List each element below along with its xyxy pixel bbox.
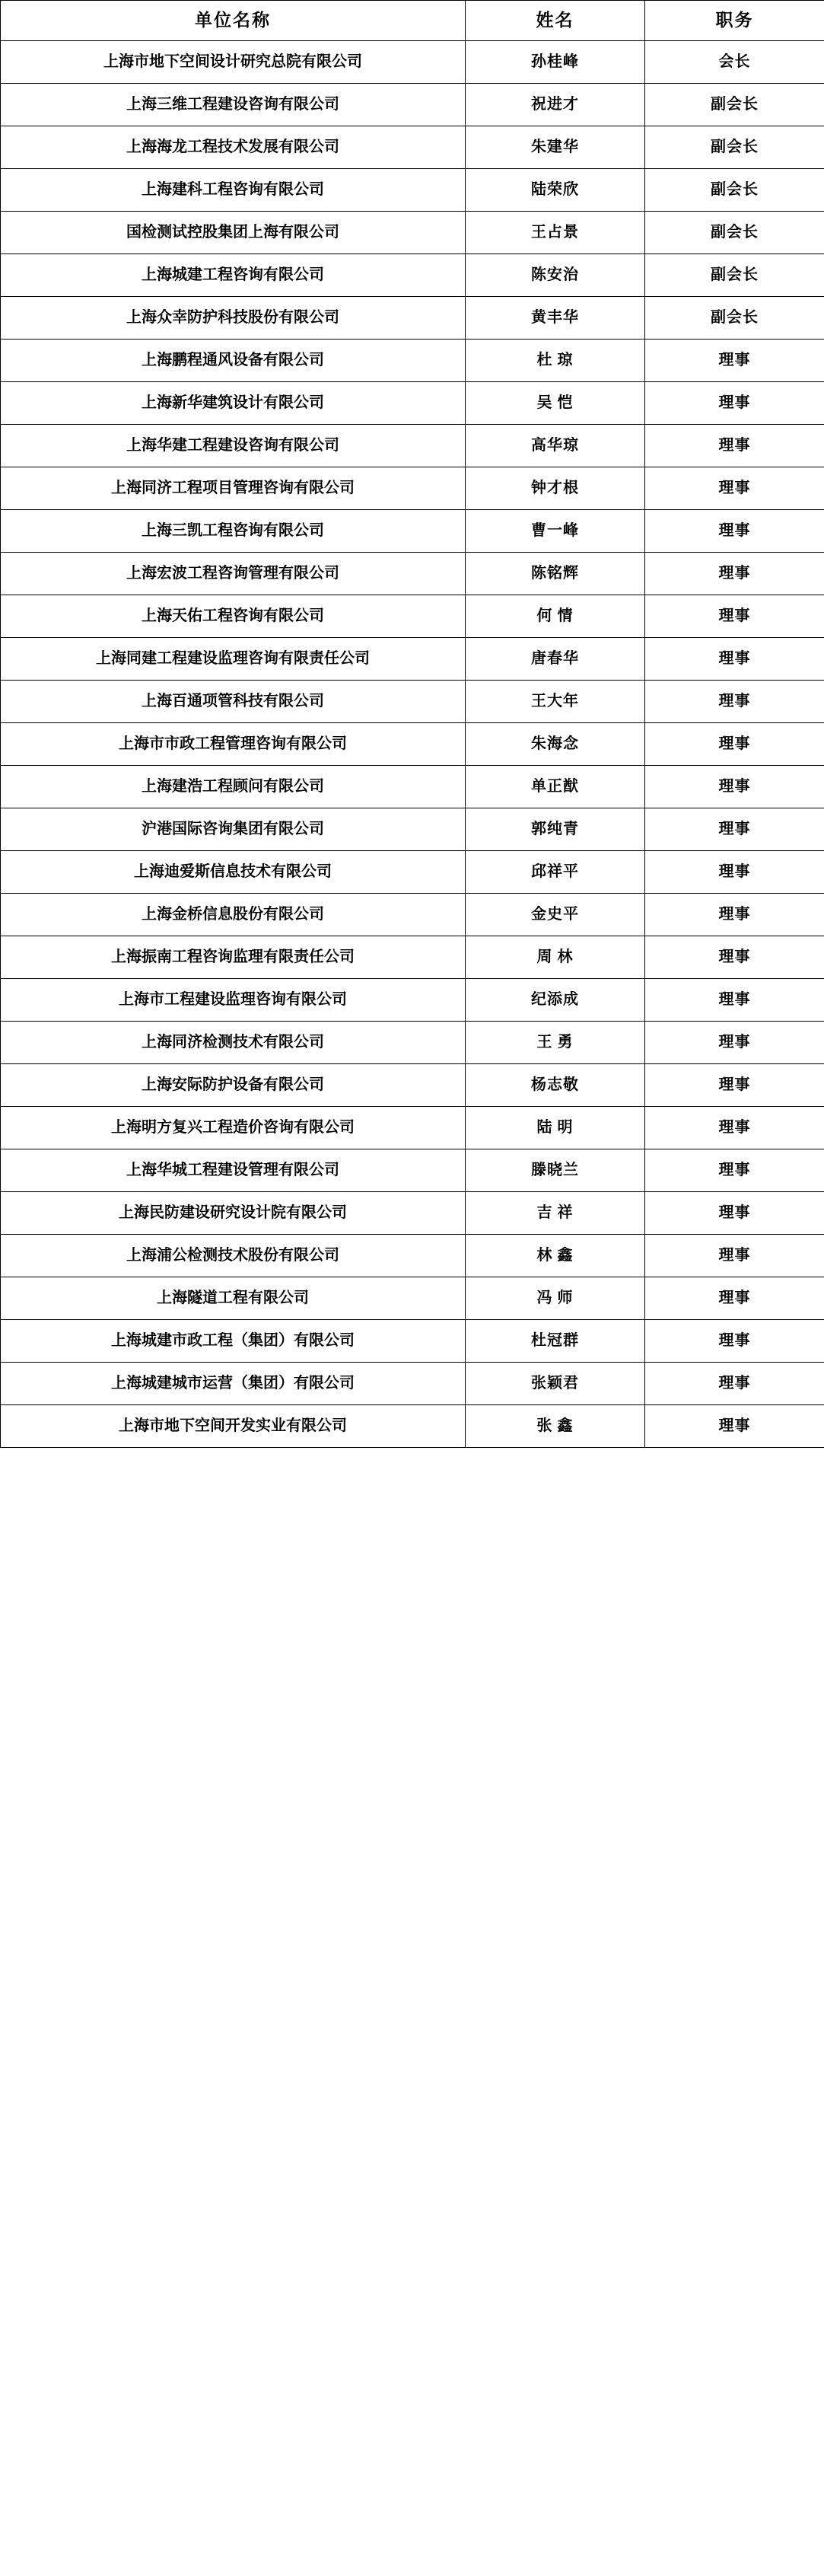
cell-unit-name: 上海城建市政工程（集团）有限公司 [1, 1320, 466, 1363]
table-row [1, 595, 824, 638]
cell-person-name: 冯 师 [466, 1277, 645, 1320]
cell-unit-name: 上海市市政工程管理咨询有限公司 [1, 723, 466, 766]
table-row [1, 212, 824, 254]
cell-role: 理事 [645, 1277, 824, 1320]
table-row [1, 1192, 824, 1235]
column-header-role: 职务 [645, 1, 824, 41]
cell-role: 理事 [645, 723, 824, 766]
cell-unit-name: 上海市工程建设监理咨询有限公司 [1, 979, 466, 1022]
table-row [1, 936, 824, 979]
cell-unit-name: 上海同济检测技术有限公司 [1, 1022, 466, 1064]
cell-person-name: 林 鑫 [466, 1235, 645, 1277]
cell-person-name: 王 勇 [466, 1022, 645, 1064]
cell-person-name: 郭纯青 [466, 808, 645, 851]
table-row [1, 1405, 824, 1448]
table-row [1, 638, 824, 681]
cell-role: 理事 [645, 808, 824, 851]
table-row [1, 1235, 824, 1277]
cell-role: 副会长 [645, 84, 824, 126]
cell-role: 理事 [645, 894, 824, 936]
table-row [1, 1363, 824, 1405]
cell-unit-name: 上海新华建筑设计有限公司 [1, 382, 466, 425]
cell-unit-name: 上海百通项管科技有限公司 [1, 681, 466, 723]
table-row [1, 979, 824, 1022]
cell-unit-name: 上海城建工程咨询有限公司 [1, 254, 466, 297]
cell-person-name: 祝进才 [466, 84, 645, 126]
cell-person-name: 张颖君 [466, 1363, 645, 1405]
cell-person-name: 朱海念 [466, 723, 645, 766]
cell-person-name: 杜 琼 [466, 340, 645, 382]
table-row [1, 297, 824, 340]
cell-role: 理事 [645, 340, 824, 382]
cell-person-name: 滕晓兰 [466, 1149, 645, 1192]
cell-unit-name: 上海建浩工程顾问有限公司 [1, 766, 466, 808]
cell-role: 理事 [645, 766, 824, 808]
cell-role: 理事 [645, 1363, 824, 1405]
table-row [1, 1022, 824, 1064]
table-body [1, 41, 824, 1448]
table-row [1, 340, 824, 382]
cell-unit-name: 上海建科工程咨询有限公司 [1, 169, 466, 212]
cell-unit-name: 上海三凯工程咨询有限公司 [1, 510, 466, 553]
table-row [1, 84, 824, 126]
cell-role: 理事 [645, 1022, 824, 1064]
cell-person-name: 钟才根 [466, 467, 645, 510]
cell-person-name: 杜冠群 [466, 1320, 645, 1363]
table-row [1, 1320, 824, 1363]
cell-unit-name: 上海民防建设研究设计院有限公司 [1, 1192, 466, 1235]
cell-person-name: 曹一峰 [466, 510, 645, 553]
cell-role: 副会长 [645, 297, 824, 340]
cell-unit-name: 上海金桥信息股份有限公司 [1, 894, 466, 936]
cell-unit-name: 沪港国际咨询集团有限公司 [1, 808, 466, 851]
cell-role: 理事 [645, 467, 824, 510]
cell-role: 副会长 [645, 169, 824, 212]
table-row [1, 723, 824, 766]
cell-person-name: 陈铭辉 [466, 553, 645, 595]
cell-role: 理事 [645, 681, 824, 723]
cell-unit-name: 上海迪爱斯信息技术有限公司 [1, 851, 466, 894]
cell-unit-name: 上海宏波工程咨询管理有限公司 [1, 553, 466, 595]
table-row [1, 894, 824, 936]
cell-unit-name: 上海城建城市运营（集团）有限公司 [1, 1363, 466, 1405]
table-row [1, 41, 824, 84]
cell-unit-name: 上海浦公检测技术股份有限公司 [1, 1235, 466, 1277]
cell-person-name: 王大年 [466, 681, 645, 723]
cell-role: 理事 [645, 1405, 824, 1448]
cell-unit-name: 上海同建工程建设监理咨询有限责任公司 [1, 638, 466, 681]
cell-role: 副会长 [645, 212, 824, 254]
cell-unit-name: 上海市地下空间设计研究总院有限公司 [1, 41, 466, 84]
table-row [1, 510, 824, 553]
cell-person-name: 吉 祥 [466, 1192, 645, 1235]
cell-unit-name: 上海众幸防护科技股份有限公司 [1, 297, 466, 340]
cell-person-name: 王占景 [466, 212, 645, 254]
table-header [1, 1, 824, 41]
table-row [1, 126, 824, 169]
table-row [1, 1149, 824, 1192]
cell-role: 理事 [645, 1235, 824, 1277]
cell-person-name: 陆荣欣 [466, 169, 645, 212]
table-row [1, 1107, 824, 1149]
cell-person-name: 周 林 [466, 936, 645, 979]
cell-role: 理事 [645, 510, 824, 553]
cell-role: 副会长 [645, 126, 824, 169]
cell-role: 理事 [645, 553, 824, 595]
cell-role: 理事 [645, 851, 824, 894]
cell-person-name: 吴 恺 [466, 382, 645, 425]
cell-person-name: 高华琼 [466, 425, 645, 467]
table-row [1, 808, 824, 851]
cell-role: 理事 [645, 979, 824, 1022]
column-header-unit: 单位名称 [1, 1, 466, 41]
cell-role: 理事 [645, 1107, 824, 1149]
cell-role: 理事 [645, 1192, 824, 1235]
cell-person-name: 杨志敬 [466, 1064, 645, 1107]
cell-unit-name: 国检测试控股集团上海有限公司 [1, 212, 466, 254]
cell-person-name: 唐春华 [466, 638, 645, 681]
table-row [1, 766, 824, 808]
table-row [1, 254, 824, 297]
table-row [1, 467, 824, 510]
cell-role: 理事 [645, 595, 824, 638]
cell-person-name: 何 情 [466, 595, 645, 638]
cell-person-name: 张 鑫 [466, 1405, 645, 1448]
header-row [1, 1, 824, 41]
cell-role: 理事 [645, 1149, 824, 1192]
cell-unit-name: 上海市地下空间开发实业有限公司 [1, 1405, 466, 1448]
table-row [1, 851, 824, 894]
cell-unit-name: 上海安际防护设备有限公司 [1, 1064, 466, 1107]
table-row [1, 382, 824, 425]
cell-person-name: 纪添成 [466, 979, 645, 1022]
cell-unit-name: 上海隧道工程有限公司 [1, 1277, 466, 1320]
cell-person-name: 单正猷 [466, 766, 645, 808]
table-row [1, 1277, 824, 1320]
cell-person-name: 陆 明 [466, 1107, 645, 1149]
cell-role: 理事 [645, 1064, 824, 1107]
cell-unit-name: 上海同济工程项目管理咨询有限公司 [1, 467, 466, 510]
cell-person-name: 陈安治 [466, 254, 645, 297]
table-row [1, 553, 824, 595]
cell-role: 副会长 [645, 254, 824, 297]
table-row [1, 169, 824, 212]
column-header-name: 姓名 [466, 1, 645, 41]
cell-person-name: 朱建华 [466, 126, 645, 169]
cell-role: 理事 [645, 1320, 824, 1363]
cell-person-name: 孙桂峰 [466, 41, 645, 84]
cell-role: 理事 [645, 382, 824, 425]
cell-role: 理事 [645, 425, 824, 467]
cell-unit-name: 上海华建工程建设咨询有限公司 [1, 425, 466, 467]
table-row [1, 681, 824, 723]
cell-unit-name: 上海明方复兴工程造价咨询有限公司 [1, 1107, 466, 1149]
cell-unit-name: 上海天佑工程咨询有限公司 [1, 595, 466, 638]
cell-person-name: 邱祥平 [466, 851, 645, 894]
table-row [1, 1064, 824, 1107]
cell-unit-name: 上海振南工程咨询监理有限责任公司 [1, 936, 466, 979]
cell-unit-name: 上海鹏程通风设备有限公司 [1, 340, 466, 382]
cell-unit-name: 上海三维工程建设咨询有限公司 [1, 84, 466, 126]
cell-role: 理事 [645, 638, 824, 681]
cell-person-name: 黄丰华 [466, 297, 645, 340]
cell-role: 会长 [645, 41, 824, 84]
cell-person-name: 金史平 [466, 894, 645, 936]
cell-unit-name: 上海海龙工程技术发展有限公司 [1, 126, 466, 169]
cell-role: 理事 [645, 936, 824, 979]
cell-unit-name: 上海华城工程建设管理有限公司 [1, 1149, 466, 1192]
table-row [1, 425, 824, 467]
